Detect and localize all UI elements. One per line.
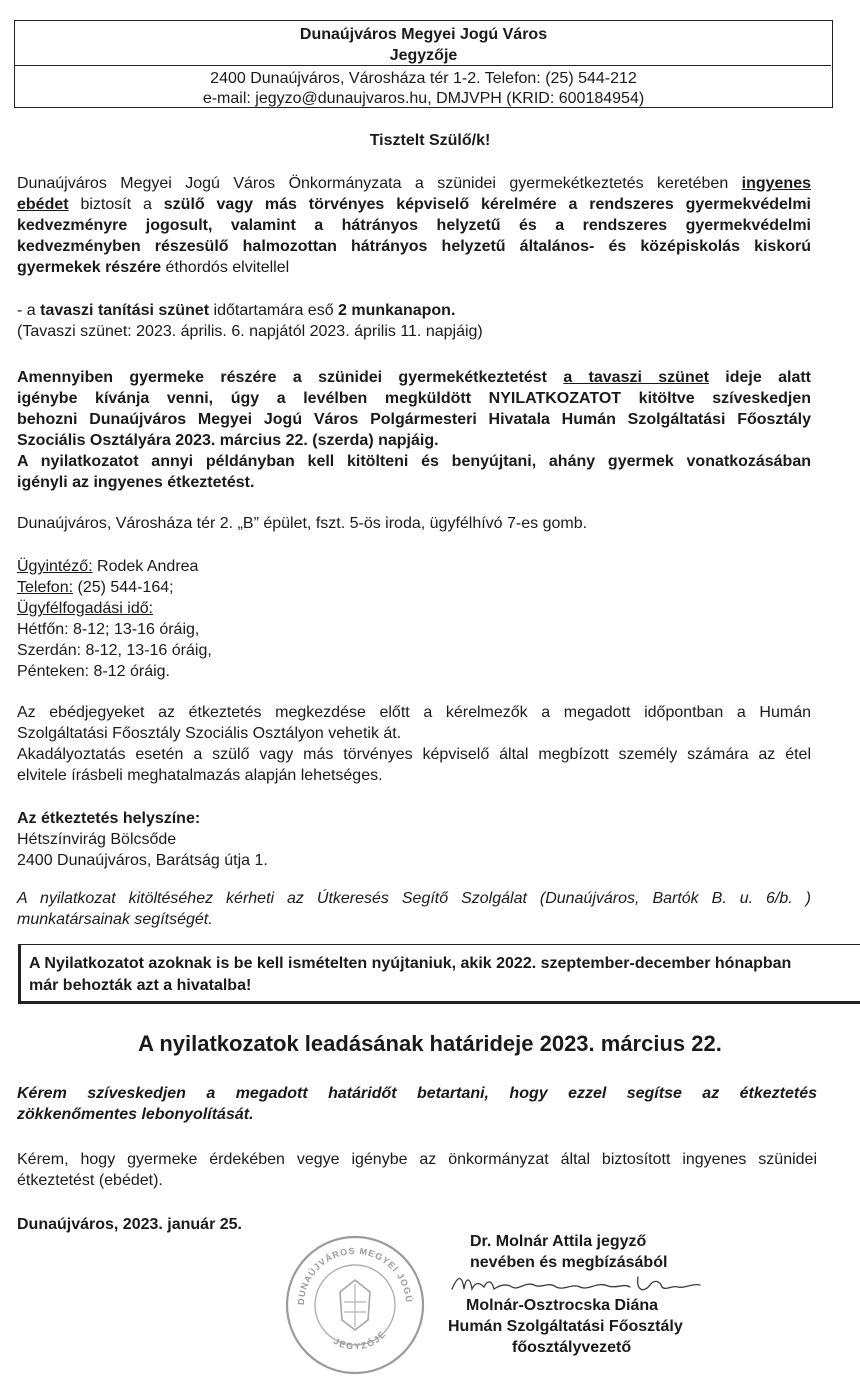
request-line-5: A nyilatkozatot annyi példányban kell kitölteni és benyújtani, ahány gyermek vonatkozásában <box>17 453 811 470</box>
please-line-1: Kérem szíveskedjen a megadott határidőt betartani, hogy ezzel segítse az étkeztetés <box>17 1085 817 1102</box>
admin-label: Ügyintéző: <box>17 558 93 575</box>
signatory-department: Humán Szolgáltatási Főosztály <box>448 1318 683 1335</box>
letterhead-divider <box>14 65 831 66</box>
notice-box <box>18 944 860 1004</box>
phone-label: Telefon: <box>17 579 74 596</box>
admin-name: Rodek Andrea <box>92 558 199 575</box>
intro-line-3: kedvezményre jogosult, valamint a hátrányos helyzetű és a rendszeres gyermekvédelmi <box>17 217 811 234</box>
request-line-2: igénybe kívánja venni, úgy a levélben megküldött NYILATKOZATOT kitöltve szíveskedjen <box>17 390 811 407</box>
office-address: Dunaújváros, Városháza tér 2. „B” épület, fszt. 5-ös iroda, ügyfélhívó 7-es gomb. <box>17 515 588 532</box>
closing-line-1: Kérem, hogy gyermeke érdekében vegye igénybe az önkormányzat által biztosított ingyenes szünidei <box>17 1151 817 1168</box>
tickets-line-2: Szolgáltatási Főosztály Szociális Osztályon vehetik át. <box>17 725 402 742</box>
hours-friday: Pénteken: 8-12 óráig. <box>17 663 170 680</box>
letterhead-line-2: Jegyzője <box>389 47 458 64</box>
tickets-line-3: Akadályoztatás esetén a szülő vagy más törvényes képviselő által megbízott személy számára az étel <box>17 746 811 763</box>
intro-bold: szülő vagy más törvényes képviselő kérelmére a rendszeres gyermekvédelmi <box>163 196 812 213</box>
request-text: ideje alatt <box>708 369 812 386</box>
hours-wednesday: Szerdán: 8-12, 13-16 óráig, <box>17 642 212 659</box>
tickets-line-4: elvitele írásbeli meghatalmazás alapján lehetséges. <box>17 767 383 784</box>
please-line-2: zökkenőmentes lebonyolítását. <box>17 1106 254 1123</box>
deadline-heading: A nyilatkozatok leadásának határideje 2023. március 22. <box>138 1031 722 1056</box>
letterhead-box <box>14 20 833 108</box>
greeting: Tisztelt Szülő/k! <box>369 132 491 149</box>
period-line-2: (Tavaszi szünet: 2023. április. 6. napjától 2023. április 11. napjáig) <box>17 323 483 340</box>
intro-text: éthordós elvitellel <box>161 259 290 276</box>
notice-line-1: A Nyilatkozatot azoknak is be kell ismételten nyújtaniuk, akik 2022. szeptember-december hónapban <box>29 955 792 972</box>
request-emphasis: a tavaszi szünet <box>563 369 709 386</box>
intro-line-2 <box>17 194 811 215</box>
period-text: - a <box>17 302 41 319</box>
period-line-1 <box>17 300 455 321</box>
phone-line <box>17 577 174 598</box>
stamp-seal-icon <box>282 1232 428 1378</box>
stamp-bottom-text: JEGYZŐJE <box>331 1328 389 1352</box>
date-line: Dunaújváros, 2023. január 25. <box>17 1216 242 1233</box>
letterhead-email: e-mail: jegyzo@dunaujvaros.hu, DMJVPH (KRID: 600184954) <box>202 90 645 107</box>
location-name: Hétszínvirág Bölcsőde <box>17 831 177 848</box>
closing-line-2: étkeztetést (ebédet). <box>17 1172 163 1189</box>
letterhead-line-1: Dunaújváros Megyei Jogú Város <box>299 26 548 43</box>
letterhead-address: 2400 Dunaújváros, Városháza tér 1-2. Telefon: (25) 544-212 <box>210 70 637 87</box>
period-bold: tavaszi tanítási szünet <box>40 302 210 319</box>
intro-line-5 <box>17 257 289 278</box>
location-label: Az étkeztetés helyszíne: <box>17 810 201 827</box>
period-text: időtartamára eső <box>209 302 339 319</box>
svg-text:DUNAÚJVÁROS MEGYEI JOGÚ VÁROS <box>282 1232 415 1305</box>
tickets-line-1: Az ebédjegyeket az étkeztetés megkezdése előtt a kérelmezők a megadott időpontban a Humán <box>17 704 811 721</box>
svg-text:JEGYZŐJE <box>332 1328 388 1351</box>
request-line-4: Szociális Osztályára 2023. március 22. (szerda) napjáig. <box>17 432 439 449</box>
admin-line <box>17 556 198 577</box>
signature-icon <box>448 1271 706 1297</box>
intro-text: Dunaújváros Megyei Jogú Város Önkormányzata a szünidei gyermekétkeztetés keretében <box>17 175 742 192</box>
official-stamp <box>282 1232 428 1378</box>
notice-line-2: már behozták azt a hivatalba! <box>29 977 252 994</box>
request-line-1 <box>17 367 811 388</box>
phone-number: (25) 544-164; <box>73 579 174 596</box>
request-text: Amennyiben gyermeke részére a szünidei gyermekétkeztetést <box>17 369 564 386</box>
intro-text: biztosít a <box>68 196 164 213</box>
intro-emphasis: ingyenes <box>741 175 811 192</box>
intro-line-4: kedvezményben részesülő halmozottan hátrányos helyzetű általános- és középiskolás kiskorú <box>17 238 811 255</box>
stamp-outer-text: DUNAÚJVÁROS MEGYEI JOGÚ <box>295 1245 415 1306</box>
help-line-2: munkatársainak segítségét. <box>17 911 213 928</box>
signatory-name: Molnár-Osztrocska Diána <box>466 1297 659 1314</box>
request-line-3: behozni Dunaújváros Megyei Jogú Város Polgármesteri Hivatala Humán Szolgáltatási Főosztály <box>17 411 811 428</box>
help-line-1: A nyilatkozat kitöltéséhez kérheti az Útkeresés Segítő Szolgálat (Dunaújváros, Bartók B. u. 6/b. ) <box>17 890 811 907</box>
intro-emphasis: ebédet <box>17 196 69 213</box>
intro-bold: gyermekek részére <box>17 259 162 276</box>
signatory-title: Dr. Molnár Attila jegyző <box>470 1233 647 1250</box>
intro-line-1 <box>17 173 811 194</box>
signatory-position: főosztályvezető <box>512 1339 632 1356</box>
hours-monday: Hétfőn: 8-12; 13-16 óráig, <box>17 621 200 638</box>
location-address: 2400 Dunaújváros, Barátság útja 1. <box>17 852 268 869</box>
request-line-6: igényli az ingyenes étkeztetést. <box>17 474 255 491</box>
period-bold: 2 munkanapon. <box>338 302 456 319</box>
handwritten-signature <box>448 1271 706 1297</box>
hours-label: Ügyfélfogadási idő: <box>17 600 154 617</box>
signatory-on-behalf: nevében és megbízásából <box>470 1254 668 1271</box>
